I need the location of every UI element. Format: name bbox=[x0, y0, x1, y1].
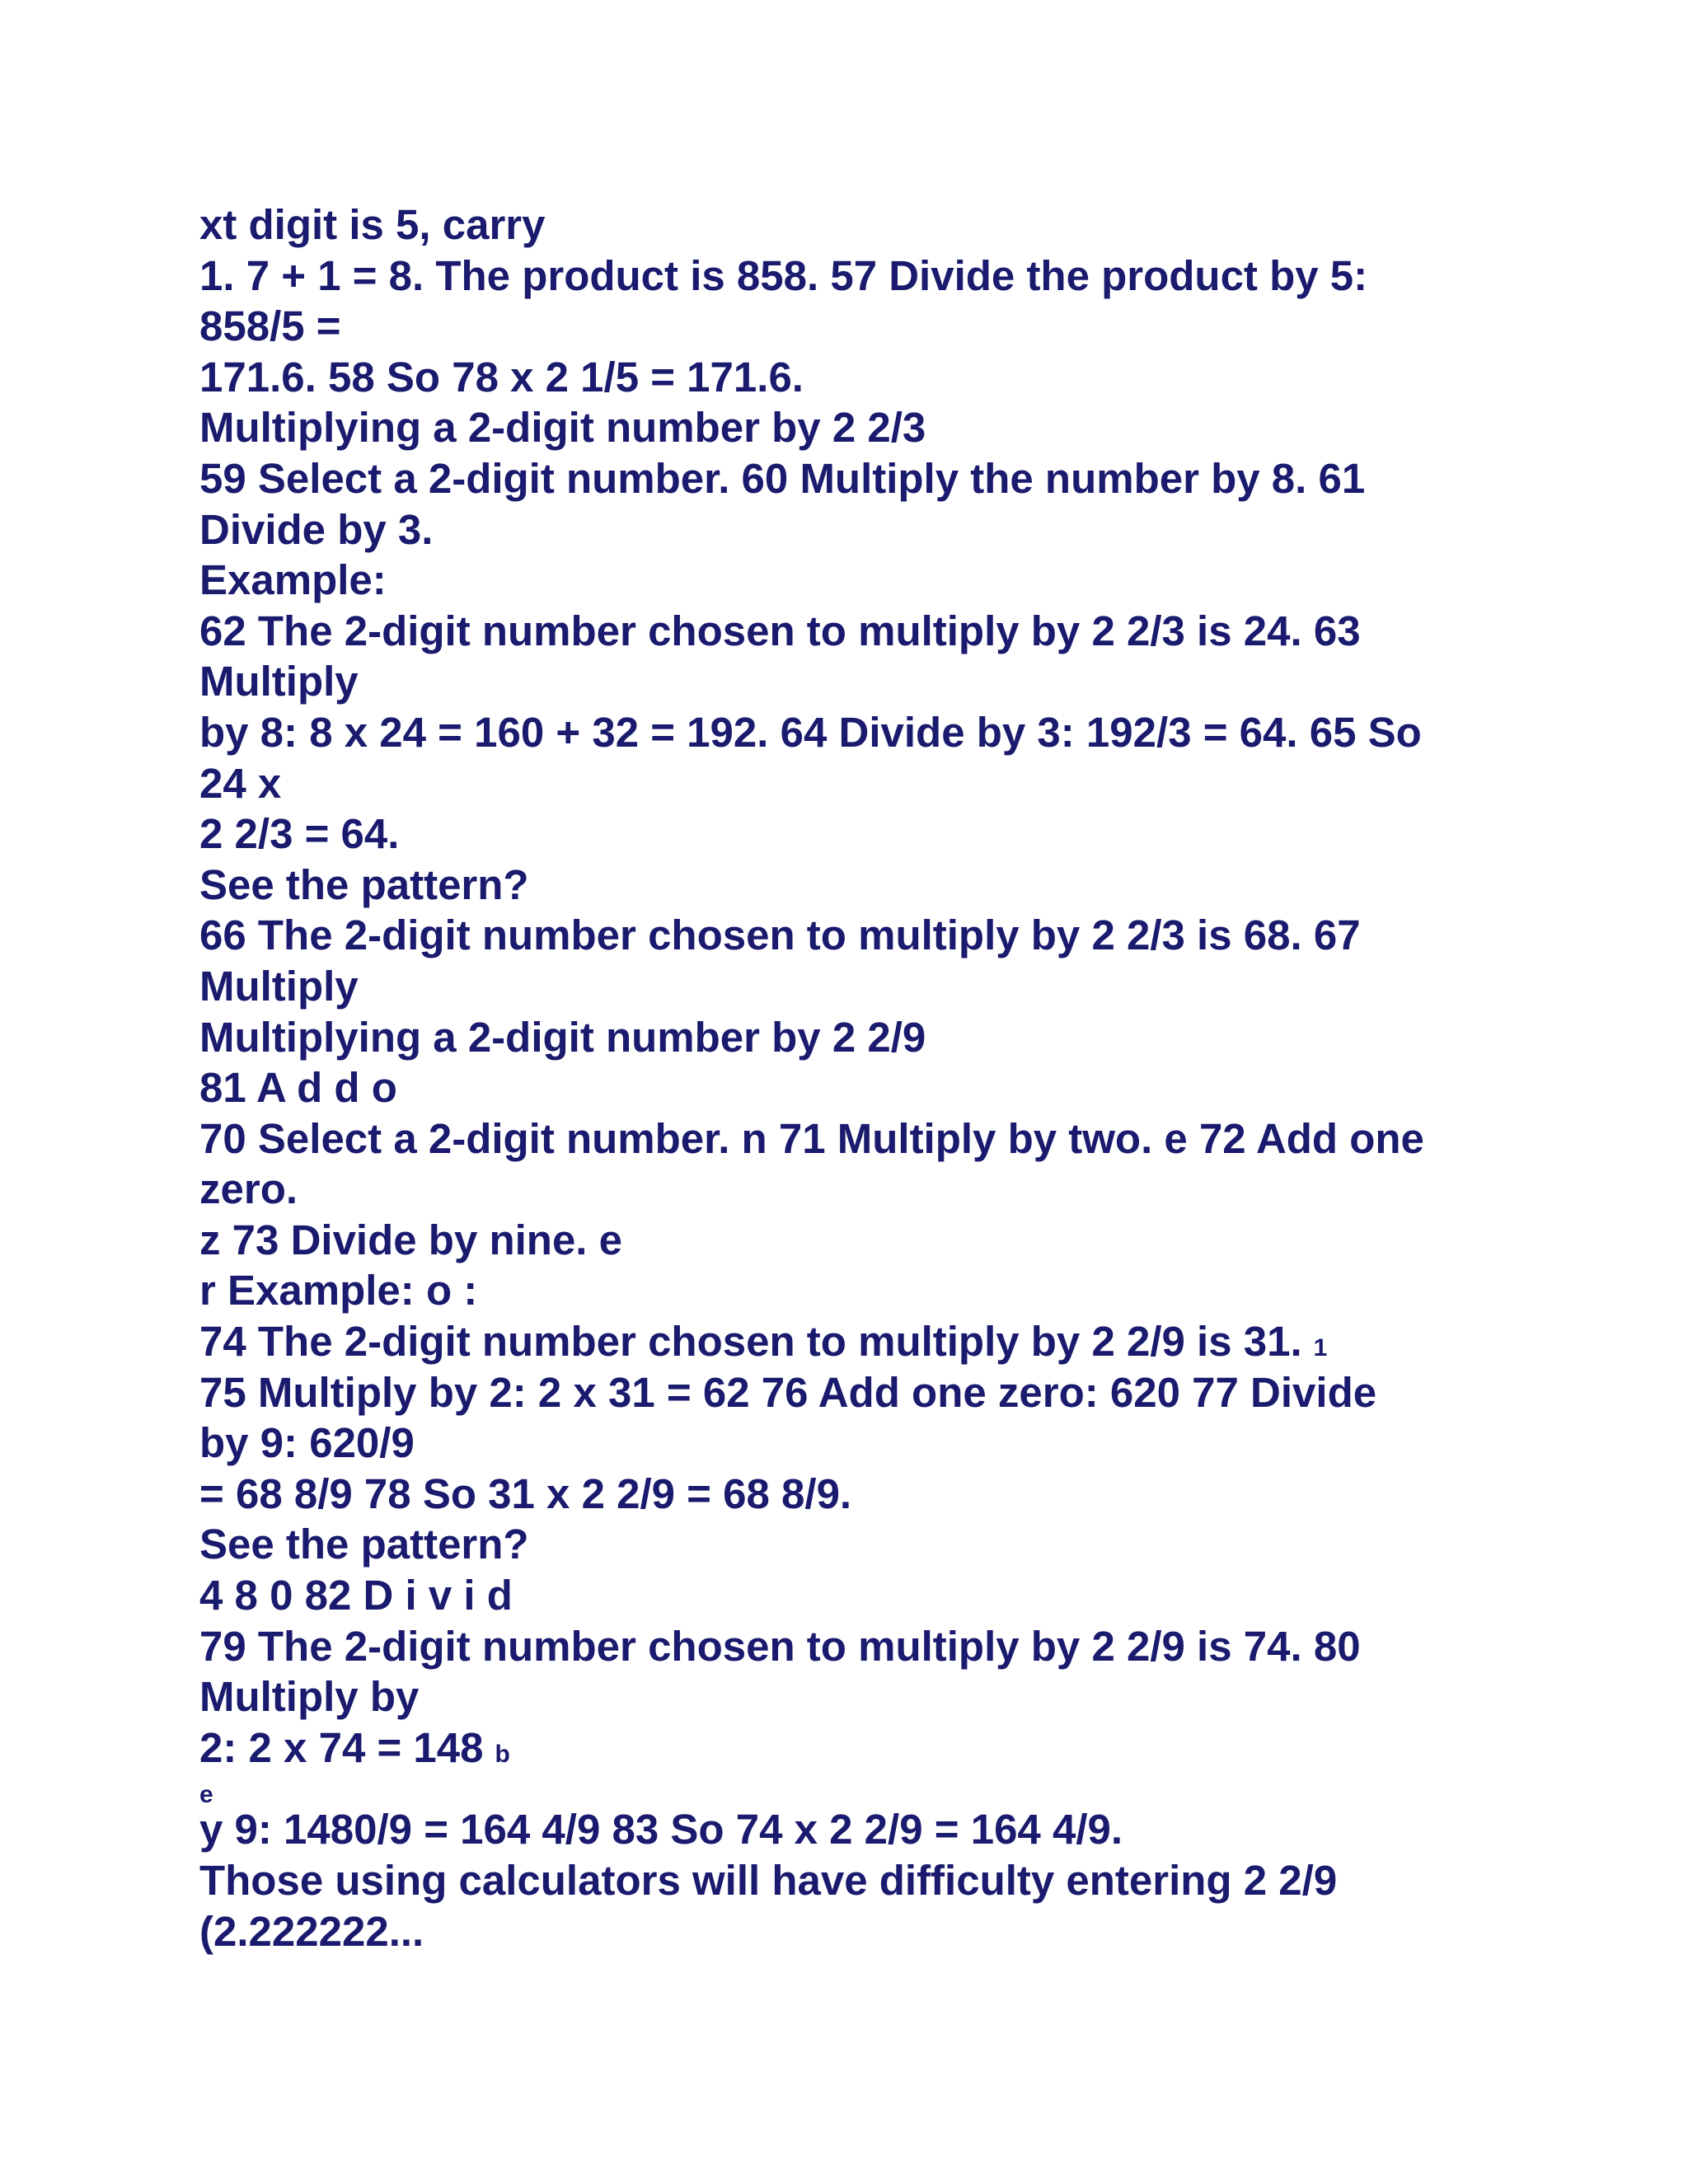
text-line: (2.222222... bbox=[199, 1907, 424, 1955]
text-line: = 68 8/9 78 So 31 x 2 2/9 = 68 8/9. bbox=[199, 1469, 852, 1517]
text-line: 59 Select a 2-digit number. 60 Multiply the number by 8. 61 bbox=[199, 454, 1366, 502]
text-line: xt digit is 5, carry bbox=[199, 201, 546, 248]
small-fragment: b bbox=[495, 1740, 510, 1768]
text-line: 66 The 2-digit number chosen to multiply by 2 2/3 is 68. 67 bbox=[199, 912, 1361, 959]
text-line: r Example: o : bbox=[199, 1267, 478, 1315]
text-line: Example: bbox=[199, 556, 387, 604]
text-line: 4 8 0 82 D i v i d bbox=[199, 1572, 513, 1619]
text-line: 81 A d d o bbox=[199, 1064, 397, 1112]
section-heading: Multiplying a 2-digit number by 2 2/9 bbox=[199, 1013, 926, 1061]
text-line: zero. bbox=[199, 1165, 298, 1213]
text-line: 75 Multiply by 2: 2 x 31 = 62 76 Add one zero: 620 77 Divide bbox=[199, 1368, 1377, 1416]
text-line: by 8: 8 x 24 = 160 + 32 = 192. 64 Divide by 3: 192/3 = 64. 65 So bbox=[199, 708, 1422, 756]
text-line: z 73 Divide by nine. e bbox=[199, 1216, 623, 1263]
text-line: Divide by 3. bbox=[199, 505, 434, 553]
text-line: 171.6. 58 So 78 x 2 1/5 = 171.6. bbox=[199, 353, 804, 401]
text-line: See the pattern? bbox=[199, 1521, 529, 1568]
text-line bbox=[199, 1773, 1551, 1809]
text-line: 62 The 2-digit number chosen to multiply by 2 2/3 is 24. 63 bbox=[199, 607, 1361, 654]
small-fragment: e bbox=[199, 1781, 213, 1809]
text-segment: 2: 2 x 74 = 148 bbox=[199, 1723, 484, 1771]
section-heading: Multiplying a 2-digit number by 2 2/3 bbox=[199, 404, 926, 452]
text-line: Multiply by bbox=[199, 1673, 420, 1721]
text-line bbox=[199, 1722, 1551, 1774]
text-line: y 9: 1480/9 = 164 4/9 83 So 74 x 2 2/9 = 164 4/9. bbox=[199, 1806, 1123, 1854]
text-line: Those using calculators will have difficulty entering 2 2/9 bbox=[199, 1857, 1338, 1904]
text-line: Multiply bbox=[199, 658, 359, 705]
text-line: by 9: 620/9 bbox=[199, 1419, 415, 1467]
text-line bbox=[199, 1316, 1551, 1367]
text-line: See the pattern? bbox=[199, 860, 529, 908]
text-line: 70 Select a 2-digit number. n 71 Multiply by two. e 72 Add one bbox=[199, 1114, 1424, 1162]
small-fragment: 1 bbox=[1313, 1334, 1328, 1362]
body-text bbox=[199, 199, 1551, 1957]
text-line: 24 x bbox=[199, 759, 282, 807]
text-line: 2 2/3 = 64. bbox=[199, 810, 400, 858]
text-line: 79 The 2-digit number chosen to multiply by 2 2/9 is 74. 80 bbox=[199, 1622, 1361, 1670]
text-segment: 74 The 2-digit number chosen to multiply by 2 2/9 is 31. bbox=[199, 1318, 1302, 1366]
text-line: Multiply bbox=[199, 962, 359, 1010]
text-line: 858/5 = bbox=[199, 302, 341, 350]
text-line: 1. 7 + 1 = 8. The product is 858. 57 Divide the product by 5: bbox=[199, 251, 1368, 299]
